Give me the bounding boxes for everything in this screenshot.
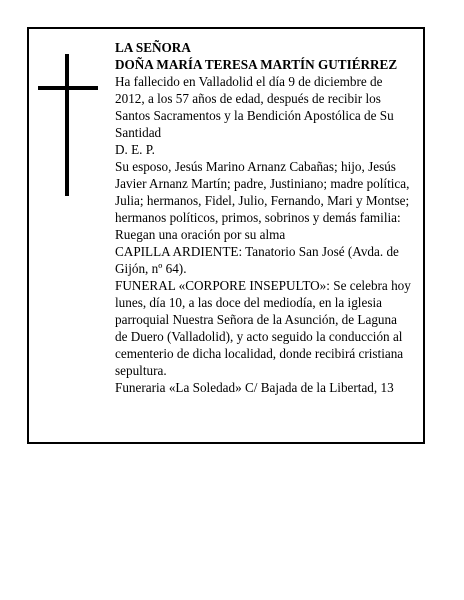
funeral-line: parroquial Nuestra Señora de la Asunción, de Laguna xyxy=(115,312,397,327)
deceased-name: DOÑA MARÍA TERESA MARTÍN GUTIÉRREZ xyxy=(115,57,398,72)
cross-horizontal-bar xyxy=(38,86,98,90)
family-line: Julia; hermanos, Fidel, Julio, Fernando, Mari y Montse; xyxy=(115,193,410,208)
family-line: hermanos políticos, primos, sobrinos y demás familia: xyxy=(115,210,401,225)
chapel-line: Gijón, nº 64). xyxy=(115,261,187,276)
death-line: Santos Sacramentos y la Bendición Apostólica de Su xyxy=(115,108,394,123)
family-line: Ruegan una oración por su alma xyxy=(115,227,286,242)
funeral-line: FUNERAL «CORPORE INSEPULTO»: Se celebra hoy xyxy=(115,278,411,293)
obituary-text xyxy=(115,39,425,396)
funeral-line: de Duero (Valladolid), y acto seguido la conducción al xyxy=(115,329,403,344)
funeral-line: cementerio de dicha localidad, donde recibirá cristiana xyxy=(115,346,404,361)
family-line: Javier Arnanz Martín; padre, Justiniano; madre política, xyxy=(115,176,410,191)
chapel-line: CAPILLA ARDIENTE: Tanatorio San José (Avda. de xyxy=(115,244,399,259)
death-line: Santidad xyxy=(115,125,162,140)
death-line: Ha fallecido en Valladolid el día 9 de diciembre de xyxy=(115,74,383,89)
funeral-line: sepultura. xyxy=(115,363,167,378)
cross-vertical-bar xyxy=(65,54,69,196)
cross-icon xyxy=(38,54,98,196)
rip-text: D. E. P. xyxy=(115,142,155,157)
notice-heading: LA SEÑORA xyxy=(115,40,191,55)
death-line: 2012, a los 57 años de edad, después de recibir los xyxy=(115,91,381,106)
funeral-home: Funeraria «La Soledad» C/ Bajada de la Libertad, 13 xyxy=(115,380,394,395)
family-line: Su esposo, Jesús Marino Arnanz Cabañas; hijo, Jesús xyxy=(115,159,396,174)
funeral-line: lunes, día 10, a las doce del mediodía, en la iglesia xyxy=(115,295,382,310)
